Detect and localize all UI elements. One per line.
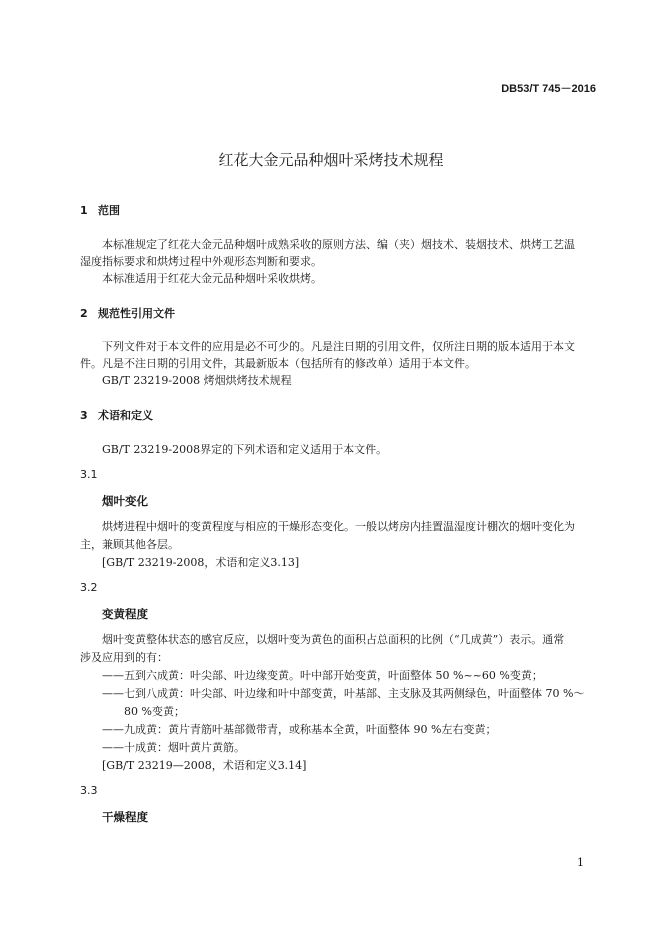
paragraph: 本标准规定了红花大金元品种烟叶成熟采收的原则方法、编（夹）烟技术、装烟技术、烘烤工艺温 [102,238,575,251]
section-1-heading [80,202,120,218]
list-item: ——七到八成黄：叶尖部、叶边缘和叶中部变黄，叶基部、主支脉及其两侧绿色，叶面整体 70 %～ [102,687,585,700]
term-title: 干燥程度 [102,810,148,824]
section-number: 1 [80,204,88,217]
list-item: ——九成黄：黄片青筋叶基部微带青，或称基本全黄，叶面整体 90 %左右变黄； [102,723,497,736]
subsection-number: 3.1 [80,468,98,481]
section-number: 2 [80,307,88,320]
page-title: 红花大金元品种烟叶采烤技术规程 [218,151,444,169]
paragraph: 湿度指标要求和烘烤过程中外观形态判断和要求。 [80,255,322,268]
paragraph: 本标准适用于红花大金元品种烟叶采收烘烤。 [102,272,322,285]
section-2-heading [80,305,175,321]
term-title: 烟叶变化 [102,494,148,508]
section-number: 3 [80,409,88,422]
page-number: 1 [577,856,584,869]
section-title: 规范性引用文件 [98,307,175,320]
section-title: 范围 [98,204,120,217]
definition: 涉及应用到的有： [80,651,168,664]
list-item-continuation: 80 %变黄； [124,705,185,718]
normative-reference: GB/T 23219-2008 烤烟烘烤技术规程 [102,374,292,387]
paragraph: GB/T 23219-2008界定的下列术语和定义适用于本文件。 [102,443,388,456]
definition: 烟叶变黄整体状态的感官反应，以烟叶变为黄色的面积占总面积的比例（“几成黄”）表示。通常 [102,633,565,646]
section-title: 术语和定义 [98,409,153,422]
list-item: ——十成黄：烟叶黄片黄筋。 [102,741,245,754]
definition: 烘烤进程中烟叶的变黄程度与相应的干燥形态变化。一般以烤房内挂置温湿度计棚次的烟叶变化为 [102,520,575,533]
term-title: 变黄程度 [102,607,148,621]
source-reference: [GB/T 23219-2008，术语和定义3.13] [102,556,300,569]
definition: 主，兼顾其他各层。 [80,538,179,551]
subsection-number: 3.2 [80,581,98,594]
paragraph: 下列文件对于本文件的应用是必不可少的。凡是注日期的引用文件，仅所注日期的版本适用于本文 [102,340,575,353]
list-item: ——五到六成黄：叶尖部、叶边缘变黄。叶中部开始变黄，叶面整体 50 %~~60 %变黄； [102,669,543,682]
paragraph: 件。凡是不注日期的引用文件，其最新版本（包括所有的修改单）适用于本文件。 [80,357,476,370]
section-3-heading [80,407,153,423]
subsection-number: 3.3 [80,784,98,797]
source-reference: [GB/T 23219—2008，术语和定义3.14] [102,759,307,772]
document-number: DB53/T 745－2016 [501,83,596,95]
